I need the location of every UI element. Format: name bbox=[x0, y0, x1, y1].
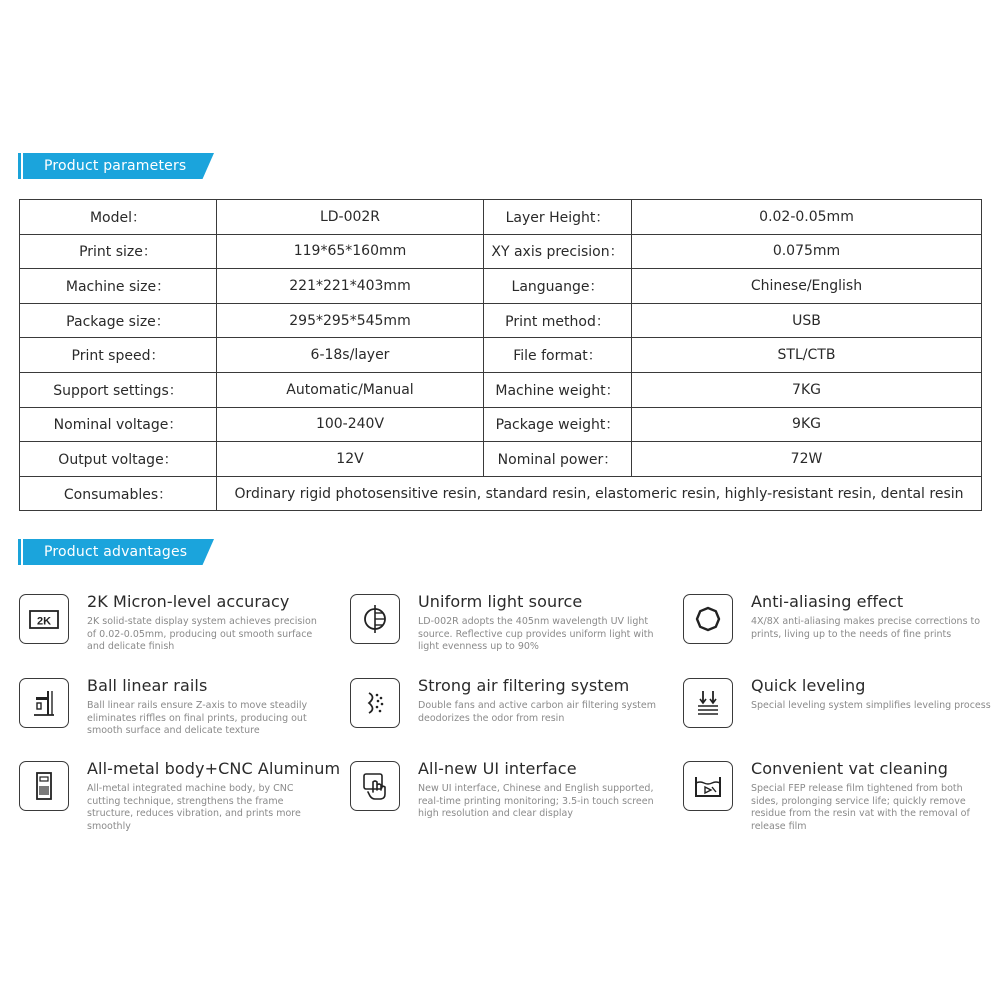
table-row bbox=[20, 476, 982, 511]
param-value: 221*221*403mm bbox=[217, 269, 484, 304]
2k-icon-label: 2K bbox=[36, 615, 52, 628]
section-title-parameters: Product parameters bbox=[44, 158, 187, 174]
advantage-title: Anti-aliasing effect bbox=[751, 592, 904, 611]
param-label: Nominal power： bbox=[484, 442, 632, 477]
param-label: Consumables： bbox=[20, 476, 217, 511]
light-source-icon bbox=[350, 594, 400, 644]
vat-cleaning-icon bbox=[683, 761, 733, 811]
advantage-title: 2K Micron-level accuracy bbox=[87, 592, 290, 611]
advantage-title: Convenient vat cleaning bbox=[751, 759, 949, 778]
param-label: Output voltage： bbox=[20, 442, 217, 477]
table-row bbox=[20, 269, 982, 304]
param-value: STL/CTB bbox=[632, 338, 982, 373]
table-row bbox=[20, 372, 982, 407]
advantage-description: LD-002R adopts the 405nm wavelength UV light source. Reflective cup provides uniform light with light evenness up to 90% bbox=[418, 616, 654, 653]
metal-body-icon bbox=[19, 761, 69, 811]
advantage-description: New UI interface, Chinese and English supported, real-time printing monitoring; 3.5-in touch screen high resolution and clear display bbox=[418, 783, 654, 820]
param-value: 0.02-0.05mm bbox=[632, 200, 982, 235]
advantage-description: Double fans and active carbon air filtering system deodorizes the odor from resin bbox=[418, 700, 657, 724]
param-label: Layer Height： bbox=[484, 200, 632, 235]
advantage-description: Special FEP release film tightened from both sides, prolonging service life; quickly remove residue from the resin vat with the removal of release film bbox=[751, 783, 970, 832]
anti-aliasing-icon bbox=[683, 594, 733, 644]
advantage-description: Ball linear rails ensure Z-axis to move steadily eliminates riffles on final prints, producing out smooth surface and delicate texture bbox=[87, 700, 308, 737]
param-label: File format： bbox=[484, 338, 632, 373]
advantage-title: Uniform light source bbox=[418, 592, 583, 611]
param-label: Support settings： bbox=[20, 372, 217, 407]
section-title-advantages: Product advantages bbox=[44, 544, 188, 560]
param-value: USB bbox=[632, 303, 982, 338]
param-value: 12V bbox=[217, 442, 484, 477]
advantage-description: 4X/8X anti-aliasing makes precise corrections to prints, living up to the needs of fine prints bbox=[751, 616, 981, 640]
param-label: Package size： bbox=[20, 303, 217, 338]
table-row bbox=[20, 407, 982, 442]
advantage-title: Ball linear rails bbox=[87, 676, 208, 695]
advantage-title: All-new UI interface bbox=[418, 759, 577, 778]
param-value: 6-18s/layer bbox=[217, 338, 484, 373]
advantage-title: All-metal body+CNC Aluminum bbox=[87, 759, 341, 778]
param-value: 295*295*545mm bbox=[217, 303, 484, 338]
param-value: Ordinary rigid photosensitive resin, standard resin, elastomeric resin, highly-resistant resin, dental resin bbox=[217, 476, 982, 511]
table-row bbox=[20, 234, 982, 269]
advantage-description: 2K solid-state display system achieves precision of 0.02-0.05mm, producing out smooth surface and delicate finish bbox=[87, 616, 317, 653]
advantage-description: All-metal integrated machine body, by CNC cutting technique, strengthens the frame structure, reduces vibration, and prints more smoothly bbox=[87, 783, 301, 832]
table-row bbox=[20, 303, 982, 338]
param-value: 119*65*160mm bbox=[217, 234, 484, 269]
table-row bbox=[20, 442, 982, 477]
table-row bbox=[20, 200, 982, 235]
advantage-title: Strong air filtering system bbox=[418, 676, 630, 695]
param-value: 9KG bbox=[632, 407, 982, 442]
param-value: Automatic/Manual bbox=[217, 372, 484, 407]
param-label: Print speed： bbox=[20, 338, 217, 373]
param-value: 72W bbox=[632, 442, 982, 477]
param-value: 100-240V bbox=[217, 407, 484, 442]
air-filter-icon bbox=[350, 678, 400, 728]
touch-ui-icon bbox=[350, 761, 400, 811]
param-value: Chinese/English bbox=[632, 269, 982, 304]
param-label: Languange： bbox=[484, 269, 632, 304]
parameters-table bbox=[19, 199, 982, 511]
param-label: Print method： bbox=[484, 303, 632, 338]
param-label: Machine weight： bbox=[484, 372, 632, 407]
param-label: Nominal voltage： bbox=[20, 407, 217, 442]
param-value: 7KG bbox=[632, 372, 982, 407]
advantage-title: Quick leveling bbox=[751, 676, 866, 695]
header-accent-mark bbox=[18, 539, 21, 565]
param-label: XY axis precision： bbox=[484, 234, 632, 269]
param-value: LD-002R bbox=[217, 200, 484, 235]
linear-rail-icon bbox=[19, 678, 69, 728]
section-header-parameters bbox=[18, 153, 214, 179]
section-header-advantages bbox=[18, 539, 214, 565]
header-accent-mark bbox=[18, 153, 21, 179]
param-label: Package weight： bbox=[484, 407, 632, 442]
2k-display-icon bbox=[19, 594, 69, 644]
param-label: Model： bbox=[20, 200, 217, 235]
advantage-description: Special leveling system simplifies leveling process bbox=[751, 700, 991, 711]
leveling-icon bbox=[683, 678, 733, 728]
table-row bbox=[20, 338, 982, 373]
param-value: 0.075mm bbox=[632, 234, 982, 269]
param-label: Print size： bbox=[20, 234, 217, 269]
param-label: Machine size： bbox=[20, 269, 217, 304]
